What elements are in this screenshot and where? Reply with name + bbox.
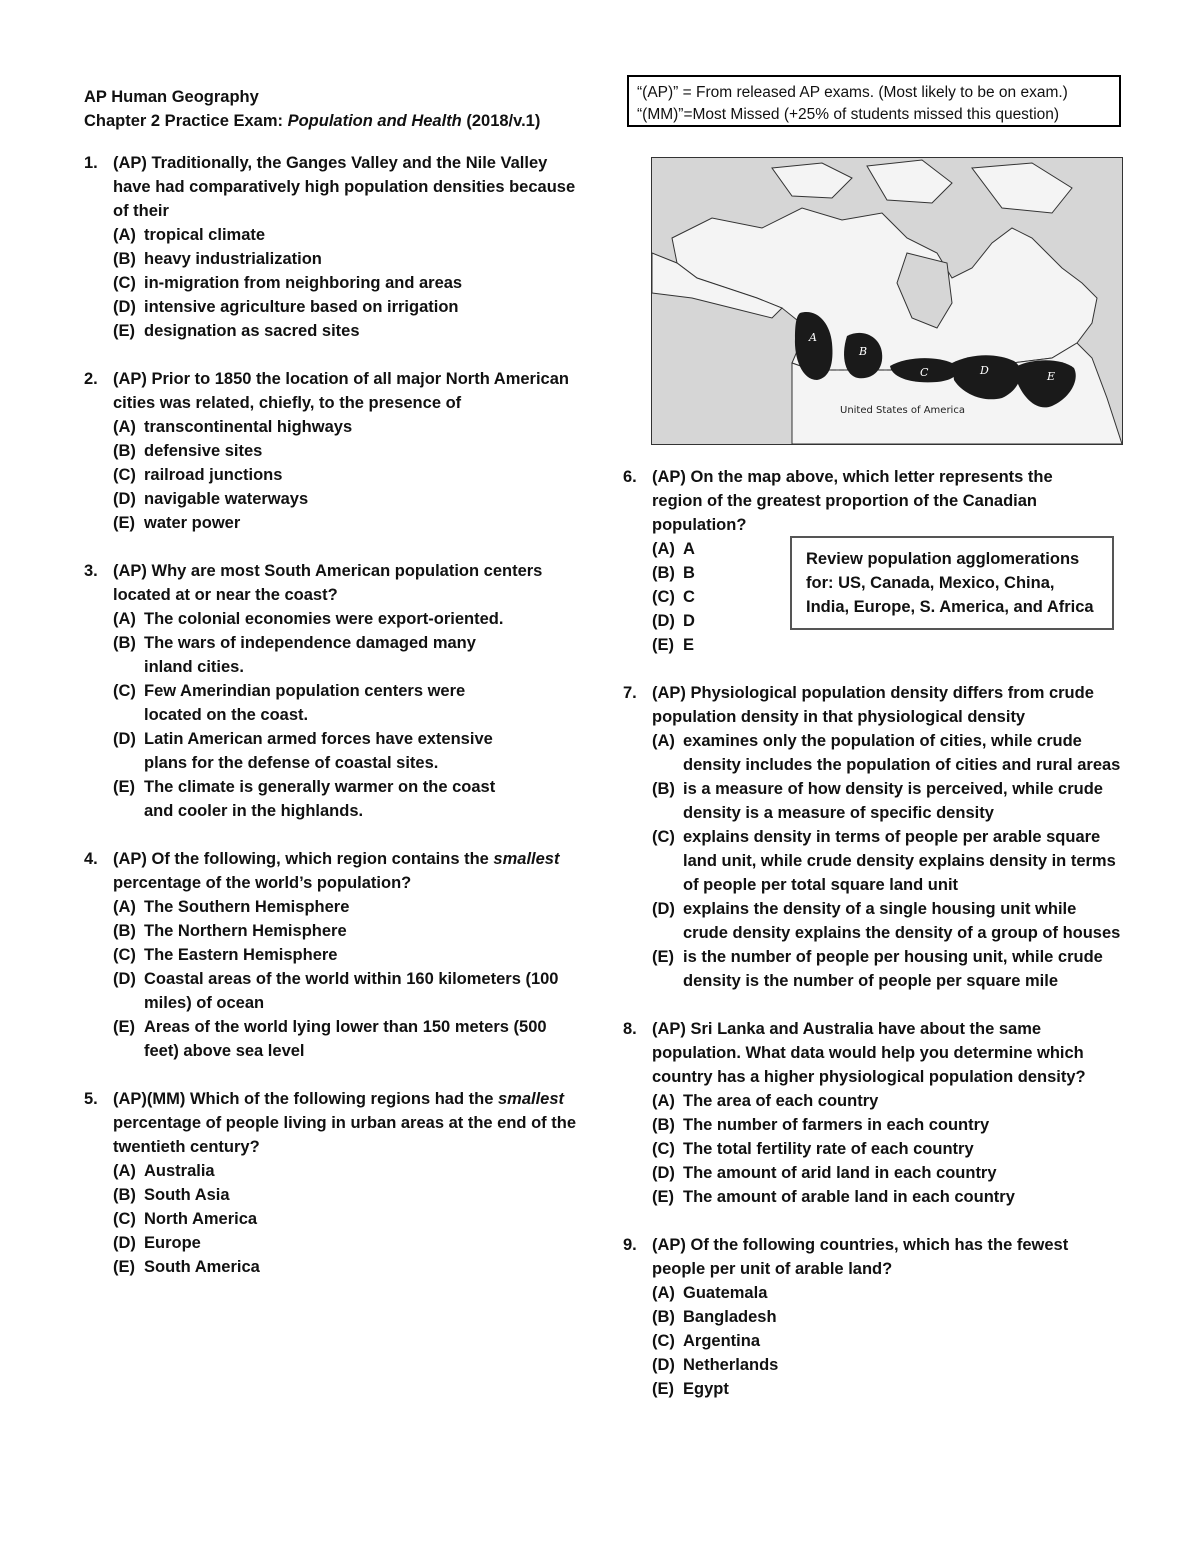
answer-option bbox=[652, 777, 1123, 825]
answer-option bbox=[113, 1159, 584, 1183]
answer-option bbox=[113, 1255, 584, 1279]
question-stem: (AP) On the map above, which letter represents the region of the greatest proportion of the Canadian population? bbox=[652, 468, 1053, 534]
option-letter: (C) bbox=[113, 466, 136, 484]
answer-option bbox=[113, 1015, 584, 1063]
chapter-suffix: (2018/v.1) bbox=[461, 112, 541, 130]
option-letter: (A) bbox=[113, 898, 136, 916]
answer-option bbox=[113, 439, 584, 463]
answer-option bbox=[113, 631, 584, 679]
question-stem: (AP) Prior to 1850 the location of all major North American cities was related, chiefly, to the presence of bbox=[113, 370, 569, 412]
answer-option bbox=[652, 1113, 1123, 1137]
option-text: The climate is generally warmer on the coast and cooler in the highlands. bbox=[144, 778, 496, 820]
right-column bbox=[623, 465, 1123, 1425]
answer-option bbox=[113, 919, 584, 943]
option-text: The total fertility rate of each country bbox=[683, 1140, 974, 1158]
option-text: The Northern Hemisphere bbox=[144, 922, 347, 940]
option-text: The Eastern Hemisphere bbox=[144, 946, 338, 964]
answer-option bbox=[113, 271, 584, 295]
answer-option bbox=[113, 679, 584, 727]
option-letter: (D) bbox=[652, 900, 675, 918]
option-text: E bbox=[683, 636, 695, 654]
option-letter: (E) bbox=[113, 778, 135, 796]
question-number: 7. bbox=[623, 684, 637, 702]
question-stem bbox=[113, 847, 584, 895]
left-column bbox=[84, 85, 584, 1303]
review-line-1: Review population agglomerations bbox=[806, 550, 1080, 568]
option-letter: (D) bbox=[652, 1164, 675, 1182]
option-letter: (E) bbox=[113, 322, 135, 340]
answer-option bbox=[652, 1137, 1123, 1161]
option-text: The area of each country bbox=[683, 1092, 879, 1110]
option-letter: (B) bbox=[113, 442, 136, 460]
option-text: The number of farmers in each country bbox=[683, 1116, 990, 1134]
option-letter: (B) bbox=[652, 1116, 675, 1134]
exam-course-title: AP Human Geography bbox=[84, 88, 259, 106]
option-text: Areas of the world lying lower than 150 meters (500 feet) above sea level bbox=[144, 1018, 547, 1060]
option-letter: (E) bbox=[113, 514, 135, 532]
option-text: tropical climate bbox=[144, 226, 266, 244]
option-text: Latin American armed forces have extensive plans for the defense of coastal sites. bbox=[144, 730, 493, 772]
option-text: examines only the population of cities, while crude density includes the population of cities and rural areas bbox=[683, 732, 1121, 774]
option-text: intensive agriculture based on irrigation bbox=[144, 298, 459, 316]
option-letter: (E) bbox=[652, 948, 674, 966]
option-letter: (C) bbox=[113, 682, 136, 700]
answer-option bbox=[113, 247, 584, 271]
answer-option bbox=[113, 463, 584, 487]
option-text: The amount of arid land in each country bbox=[683, 1164, 997, 1182]
option-letter: (D) bbox=[113, 730, 136, 748]
stem-suffix: percentage of people living in urban areas at the end of the twentieth century? bbox=[113, 1114, 576, 1156]
question-number: 9. bbox=[623, 1236, 637, 1254]
option-letter: (D) bbox=[113, 1234, 136, 1252]
stem-emphasis: smallest bbox=[497, 1090, 565, 1108]
option-letter: (B) bbox=[113, 1186, 136, 1204]
option-text: Few Amerindian population centers were located on the coast. bbox=[144, 682, 466, 724]
option-letter: (A) bbox=[113, 226, 136, 244]
option-text: navigable waterways bbox=[144, 490, 309, 508]
option-letter: (E) bbox=[113, 1018, 135, 1036]
option-letter: (B) bbox=[113, 922, 136, 940]
option-letter: (A) bbox=[652, 1284, 675, 1302]
question-stem: (AP) Sri Lanka and Australia have about the same population. What data would help you determine which country has a higher physiological population density? bbox=[652, 1020, 1086, 1086]
answer-option bbox=[113, 895, 584, 919]
answer-option bbox=[113, 943, 584, 967]
usa-label: United States of America bbox=[840, 405, 965, 416]
answer-option bbox=[652, 1281, 1123, 1305]
question-number: 4. bbox=[84, 850, 98, 868]
answer-option bbox=[113, 727, 584, 775]
option-letter: (D) bbox=[652, 612, 675, 630]
option-text: Bangladesh bbox=[683, 1308, 777, 1326]
stem-suffix: percentage of the world’s population? bbox=[113, 874, 412, 892]
answer-option bbox=[113, 1207, 584, 1231]
option-text: The colonial economies were export-oriented. bbox=[144, 610, 504, 628]
option-letter: (C) bbox=[113, 1210, 136, 1228]
question-8 bbox=[623, 1017, 1123, 1209]
option-letter: (B) bbox=[652, 780, 675, 798]
exam-chapter-title bbox=[84, 109, 584, 133]
question-stem bbox=[113, 1087, 584, 1159]
option-text: The Southern Hemisphere bbox=[144, 898, 350, 916]
option-text: Australia bbox=[144, 1162, 215, 1180]
option-text: explains the density of a single housing unit while crude density explains the density of a group of houses bbox=[683, 900, 1121, 942]
option-letter: (E) bbox=[652, 1380, 674, 1398]
option-text: heavy industrialization bbox=[144, 250, 322, 268]
question-number: 1. bbox=[84, 154, 98, 172]
option-letter: (A) bbox=[113, 1162, 136, 1180]
answer-option bbox=[652, 897, 1123, 945]
option-text: D bbox=[683, 612, 695, 630]
answer-option bbox=[652, 729, 1123, 777]
answer-option bbox=[652, 1377, 1123, 1401]
option-letter: (B) bbox=[652, 564, 675, 582]
question-3 bbox=[84, 559, 584, 823]
option-text: Netherlands bbox=[683, 1356, 779, 1374]
option-letter: (A) bbox=[652, 732, 675, 750]
answer-option bbox=[113, 223, 584, 247]
question-number: 2. bbox=[84, 370, 98, 388]
option-text: B bbox=[683, 564, 695, 582]
option-letter: (C) bbox=[652, 1140, 675, 1158]
legend-box bbox=[627, 75, 1121, 127]
question-2 bbox=[84, 367, 584, 535]
option-text: C bbox=[683, 588, 695, 606]
option-text: defensive sites bbox=[144, 442, 263, 460]
option-text: Guatemala bbox=[683, 1284, 768, 1302]
option-text: The wars of independence damaged many inland cities. bbox=[144, 634, 476, 676]
option-letter: (B) bbox=[652, 1308, 675, 1326]
answer-option bbox=[113, 775, 584, 823]
question-stem: (AP) Physiological population density differs from crude population density in that physiological density bbox=[652, 684, 1094, 726]
option-text: The amount of arable land in each country bbox=[683, 1188, 1015, 1206]
region-label-c: C bbox=[920, 366, 929, 379]
region-label-e: E bbox=[1047, 370, 1056, 383]
answer-option bbox=[113, 487, 584, 511]
option-letter: (D) bbox=[652, 1356, 675, 1374]
option-letter: (D) bbox=[113, 298, 136, 316]
answer-option bbox=[652, 1089, 1123, 1113]
question-4 bbox=[84, 847, 584, 1063]
option-text: South Asia bbox=[144, 1186, 230, 1204]
stem-prefix: (AP)(MM) Which of the following regions had the bbox=[113, 1090, 498, 1108]
answer-option bbox=[113, 1183, 584, 1207]
option-letter: (A) bbox=[652, 1092, 675, 1110]
answer-option bbox=[652, 537, 782, 561]
option-letter: (E) bbox=[652, 636, 674, 654]
option-text: Egypt bbox=[683, 1380, 729, 1398]
answer-option bbox=[113, 511, 584, 535]
option-text: in-migration from neighboring and areas bbox=[144, 274, 463, 292]
map-svg bbox=[652, 158, 1122, 444]
option-text: Argentina bbox=[683, 1332, 761, 1350]
option-text: Europe bbox=[144, 1234, 201, 1252]
answer-option bbox=[652, 1305, 1123, 1329]
option-letter: (D) bbox=[113, 490, 136, 508]
option-letter: (C) bbox=[652, 828, 675, 846]
answer-option bbox=[652, 633, 782, 657]
question-stem: (AP) Traditionally, the Ganges Valley and the Nile Valley have had comparatively high population densities because of their bbox=[113, 154, 576, 220]
option-letter: (D) bbox=[113, 970, 136, 988]
chapter-topic: Population and Health bbox=[287, 112, 462, 130]
option-text: North America bbox=[144, 1210, 258, 1228]
option-letter: (C) bbox=[652, 1332, 675, 1350]
question-number: 3. bbox=[84, 562, 98, 580]
option-letter: (B) bbox=[113, 634, 136, 652]
answer-option bbox=[113, 607, 584, 631]
answer-option bbox=[113, 415, 584, 439]
answer-option bbox=[113, 295, 584, 319]
region-label-a: A bbox=[809, 331, 817, 344]
question-9 bbox=[623, 1233, 1123, 1401]
option-letter: (A) bbox=[113, 610, 136, 628]
option-text: is a measure of how density is perceived, while crude density is a measure of specific density bbox=[683, 780, 1103, 822]
answer-option bbox=[652, 825, 1123, 897]
legend-line-mm: “(MM)”=Most Missed (+25% of students missed this question) bbox=[637, 106, 1060, 123]
option-letter: (C) bbox=[113, 946, 136, 964]
option-text: A bbox=[683, 540, 695, 558]
answer-option bbox=[652, 1353, 1123, 1377]
option-letter: (C) bbox=[652, 588, 675, 606]
question-stem: (AP) Why are most South American population centers located at or near the coast? bbox=[113, 562, 543, 604]
question-1 bbox=[84, 151, 584, 343]
answer-option bbox=[113, 967, 584, 1015]
option-text: explains density in terms of people per arable square land unit, while crude density explains density in terms of people per total square land unit bbox=[683, 828, 1116, 894]
question-number: 5. bbox=[84, 1090, 98, 1108]
option-text: designation as sacred sites bbox=[144, 322, 360, 340]
answer-option bbox=[652, 1185, 1123, 1209]
chapter-prefix: Chapter 2 Practice Exam: bbox=[84, 112, 288, 130]
question-7 bbox=[623, 681, 1123, 993]
question-number: 8. bbox=[623, 1020, 637, 1038]
option-text: transcontinental highways bbox=[144, 418, 353, 436]
answer-option bbox=[652, 561, 782, 585]
answer-option bbox=[652, 1329, 1123, 1353]
answer-option bbox=[652, 609, 782, 633]
option-text: Coastal areas of the world within 160 kilometers (100 miles) of ocean bbox=[144, 970, 559, 1012]
region-label-d: D bbox=[980, 364, 989, 377]
option-text: water power bbox=[144, 514, 241, 532]
question-5 bbox=[84, 1087, 584, 1279]
option-letter: (C) bbox=[113, 274, 136, 292]
review-line-2: for: US, Canada, Mexico, China, bbox=[806, 574, 1055, 592]
question-number: 6. bbox=[623, 468, 637, 486]
answer-option bbox=[113, 1231, 584, 1255]
canada-population-map bbox=[651, 157, 1123, 445]
answer-option bbox=[652, 945, 1123, 993]
option-text: South America bbox=[144, 1258, 260, 1276]
region-label-b: B bbox=[859, 345, 868, 358]
option-letter: (E) bbox=[652, 1188, 674, 1206]
stem-prefix: (AP) Of the following, which region contains the bbox=[113, 850, 494, 868]
answer-option bbox=[113, 319, 584, 343]
option-letter: (E) bbox=[113, 1258, 135, 1276]
answer-option bbox=[652, 1161, 1123, 1185]
option-letter: (B) bbox=[113, 250, 136, 268]
question-stem: (AP) Of the following countries, which has the fewest people per unit of arable land? bbox=[652, 1236, 1069, 1278]
legend-line-ap: “(AP)” = From released AP exams. (Most likely to be on exam.) bbox=[637, 84, 1068, 101]
answer-option bbox=[652, 585, 782, 609]
option-text: is the number of people per housing unit, while crude density is the number of people per square mile bbox=[683, 948, 1103, 990]
stem-emphasis: smallest bbox=[493, 850, 560, 868]
review-line-3: India, Europe, S. America, and Africa bbox=[806, 598, 1094, 616]
option-letter: (A) bbox=[652, 540, 675, 558]
option-letter: (A) bbox=[113, 418, 136, 436]
question-6 bbox=[623, 465, 1123, 657]
option-text: railroad junctions bbox=[144, 466, 283, 484]
